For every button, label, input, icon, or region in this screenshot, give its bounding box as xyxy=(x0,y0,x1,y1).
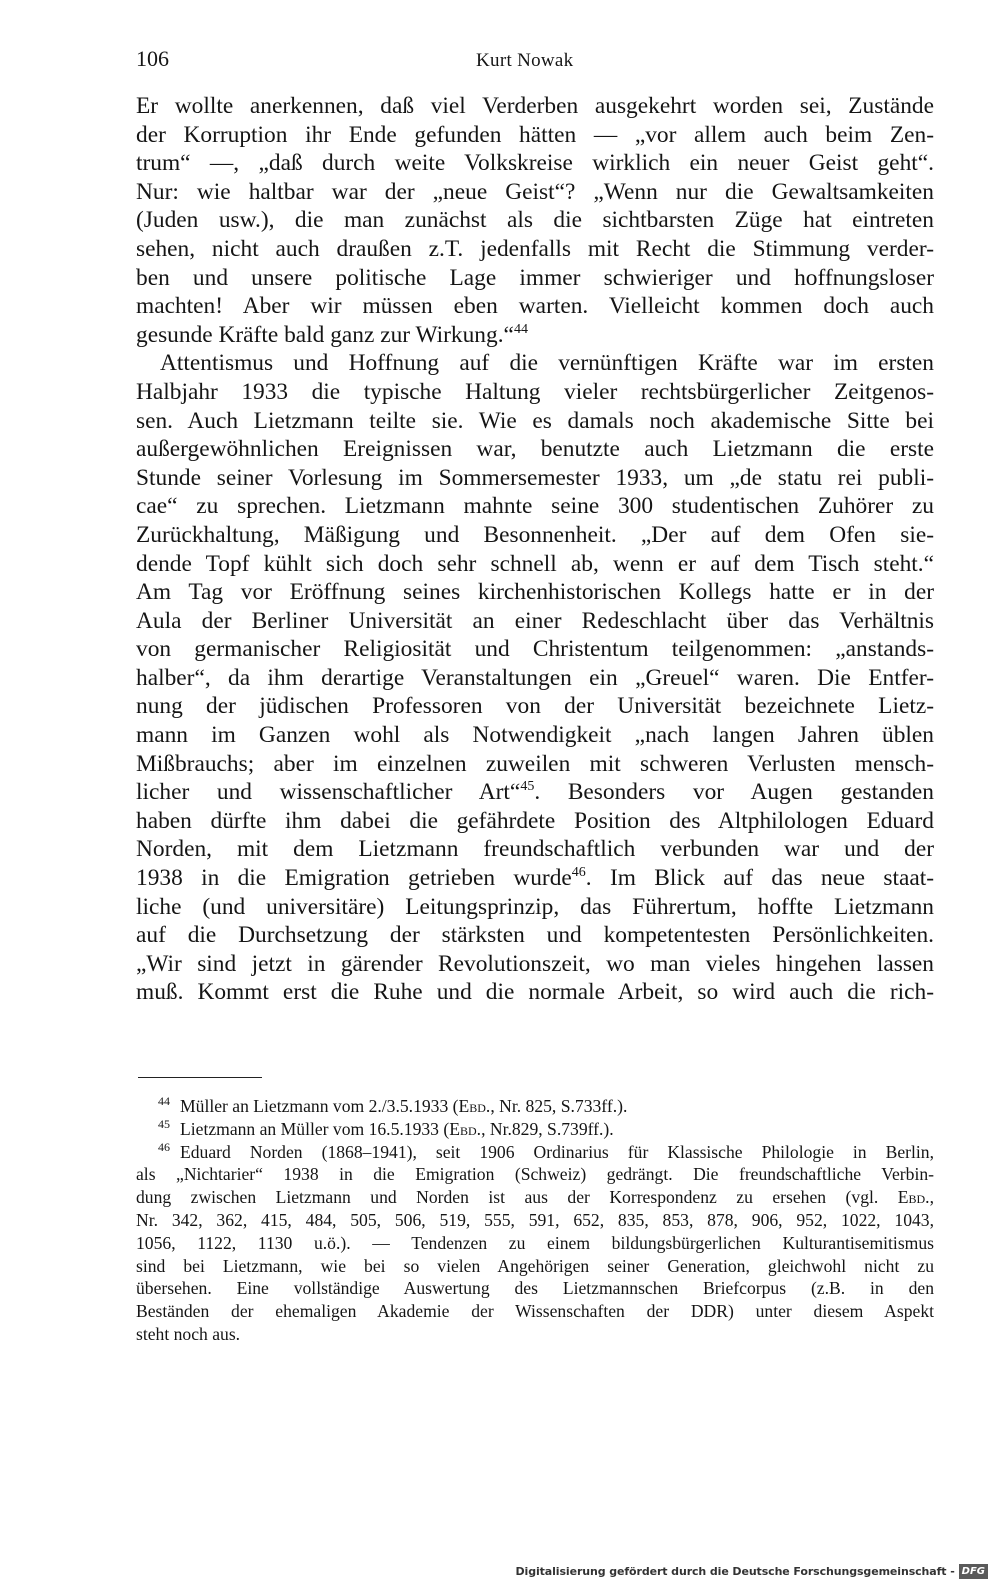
footnote-number: 45 xyxy=(158,1116,170,1131)
text-line: „Wir sind jetzt in gärender Revolutionszeit, wo man vieles hingehen lassen xyxy=(136,950,934,977)
page-number: 106 xyxy=(136,46,169,71)
digitization-credit xyxy=(516,1562,989,1580)
text-line: nung der jüdischen Professoren von der Universität bezeichnete Lietz- xyxy=(136,693,934,720)
text-line: trum“ —, „daß durch weite Volkskreise wirklich ein neuer Geist geht“. xyxy=(136,150,934,177)
footnote-text: , xyxy=(929,1187,934,1208)
footnote-line: Beständen der ehemaligen Akademie der Wissenschaften der DDR) unter diesem Aspekt xyxy=(136,1301,934,1322)
footnote-number: 44 xyxy=(158,1094,170,1109)
text-line xyxy=(136,321,934,350)
text-segment: licher und wissenschaftlicher Art“ xyxy=(136,779,521,806)
text-line: (Juden usw.), die man zunächst als die sichtbarsten Züge hat eintreten xyxy=(136,207,934,234)
footnote-text: , Nr. 825, S.733ff.). xyxy=(490,1096,628,1116)
text-line: dende Topf kühlt sich doch sehr schnell ab, wenn er auf dem Tisch steht.“ xyxy=(136,550,934,577)
text-line: liche (und universitäre) Leitungsprinzip, das Führertum, hoffte Lietzmann xyxy=(136,893,934,920)
text-line: halber“, da ihm derartige Veranstaltungen ein „Greuel“ waren. Die Entfer- xyxy=(136,664,934,691)
text-line: sehen, nicht auch draußen z.T. jedenfalls mit Recht die Stimmung verder- xyxy=(136,235,934,262)
text-line: Er wollte anerkennen, daß viel Verderben ausgekehrt worden sei, Zustände xyxy=(136,93,934,119)
text-segment: gesunde Kräfte bald ganz zur Wirkung.“ xyxy=(136,321,514,348)
text-line: machten! Aber wir müssen eben warten. Vielleicht kommen doch auch xyxy=(136,293,934,320)
text-line: Halbjahr 1933 die typische Haltung vieler rechtsbürgerlicher Zeitgenos- xyxy=(136,378,934,405)
footnote-line: 1056, 1122, 1130 u.ö.). — Tendenzen zu einem bildungsbürgerlichen Kulturantisemitismus xyxy=(136,1232,934,1253)
footnote-abbrev: Ebd. xyxy=(458,1096,491,1116)
text-line: cae“ zu sprechen. Lietzmann mahnte seine 300 studentischen Zuhörer zu xyxy=(136,493,934,520)
text-line: der Korruption ihr Ende gefunden hätten — „vor allem auch beim Zen- xyxy=(136,121,934,148)
footnote-abbrev: Ebd. xyxy=(449,1118,482,1139)
main-text-block xyxy=(136,92,934,1007)
text-line: ben und unsere politische Lage immer schwieriger und hoffnungsloser xyxy=(136,264,934,291)
text-segment: . Besonders vor Augen gestanden xyxy=(534,779,934,806)
text-line: haben dürfte ihm dabei die gefährdete Position des Altphilologen Eduard xyxy=(136,807,934,834)
text-line: von germanischer Religiosität und Christentum teilgenommen: „anstands- xyxy=(136,636,934,663)
credit-text: Digitalisierung gefördert durch die Deutsche Forschungsgemeinschaft - xyxy=(515,1564,955,1578)
text-segment: 1938 in die Emigration getrieben wurde xyxy=(136,865,572,892)
text-line: Norden, mit dem Lietzmann freundschaftlich verbunden war und der xyxy=(136,836,934,863)
footnote-ref-45[interactable]: 45 xyxy=(520,779,535,795)
text-line: außergewöhnlichen Ereignissen war, benutzte auch Lietzmann die erste xyxy=(136,436,934,463)
text-line: Mißbrauchs; aber im einzelnen zuweilen mit schweren Verlusten mensch- xyxy=(136,750,934,777)
footnote-45 xyxy=(136,1118,934,1141)
text-line: Aula der Berliner Universität an einer Redeschlacht über das Verhältnis xyxy=(136,607,934,634)
footnote-line: steht noch aus. xyxy=(136,1323,241,1344)
text-segment: . Im Blick auf das neue staat- xyxy=(585,865,934,892)
text-line xyxy=(136,864,934,893)
dfg-logo-icon: DFG xyxy=(959,1564,988,1579)
text-line: mann im Ganzen wohl als Notwendigkeit „nach langen Jahren üblen xyxy=(136,722,934,749)
page-header xyxy=(136,46,934,76)
text-line: Stunde seiner Vorlesung im Sommersemester 1933, um „de statu rei publi- xyxy=(136,464,934,491)
footnote-separator xyxy=(138,1077,262,1078)
footnote-number: 46 xyxy=(158,1139,170,1154)
footnote-line: übersehen. Eine vollständige Auswertung des Lietzmannschen Briefcorpus (z.B. in den xyxy=(136,1278,934,1299)
text-line: Nur: wie haltbar war der „neue Geist“? „Wenn nur die Gewaltsamkeiten xyxy=(136,178,934,205)
footnote-46 xyxy=(136,1141,934,1164)
footnote-line: als „Nichtarier“ 1938 in die Emigration (Schweiz) gedrängt. Die freundschaftliche Verbin- xyxy=(136,1164,934,1185)
text-line xyxy=(136,778,934,807)
footnotes-block xyxy=(136,1095,934,1346)
footnote-ref-44[interactable]: 44 xyxy=(513,321,528,337)
text-line: muß. Kommt erst die Ruhe und die normale Arbeit, so wird auch die rich- xyxy=(136,979,934,1006)
footnote-text: Eduard Norden (1868–1941), seit 1906 Ordinarius für Klassische Philologie in Berlin, xyxy=(180,1141,934,1162)
footnote-line: sind bei Lietzmann, wie bei so vielen Angehörigen seiner Generation, gleichwohl nicht zu xyxy=(136,1255,934,1276)
footnote-text: dung zwischen Lietzmann und Norden ist aus der Korrespondenz zu ersehen (vgl. xyxy=(136,1187,898,1208)
text-line: sen. Auch Lietzmann teilte sie. Wie es damals noch akademische Sitte bei xyxy=(136,407,934,434)
text-line: Am Tag vor Eröffnung seines kirchenhistorischen Kollegs hatte er in der xyxy=(136,579,934,606)
footnote-text: Lietzmann an Müller vom 16.5.1933 ( xyxy=(180,1118,450,1139)
text-line: auf die Durchsetzung der stärksten und kompetentesten Persönlichkeiten. xyxy=(136,922,934,949)
footnote-line xyxy=(136,1186,934,1209)
footnote-ref-46[interactable]: 46 xyxy=(571,865,586,881)
footnote-44 xyxy=(136,1095,934,1118)
footnote-text: , Nr.829, S.739ff.). xyxy=(481,1118,614,1139)
footnote-line: Nr. 342, 362, 415, 484, 505, 506, 519, 555, 591, 652, 835, 853, 878, 906, 952, 1022, 1043, xyxy=(136,1209,934,1230)
text-line: Zurückhaltung, Mäßigung und Besonnenheit. „Der auf dem Ofen sie- xyxy=(136,521,934,548)
footnote-abbrev: Ebd. xyxy=(897,1187,930,1208)
text-line-paragraph-start: Attentismus und Hoffnung auf die vernünftigen Kräfte war im ersten xyxy=(160,350,934,377)
footnote-text: Müller an Lietzmann vom 2./3.5.1933 ( xyxy=(180,1096,459,1116)
running-head-author: Kurt Nowak xyxy=(476,50,574,71)
